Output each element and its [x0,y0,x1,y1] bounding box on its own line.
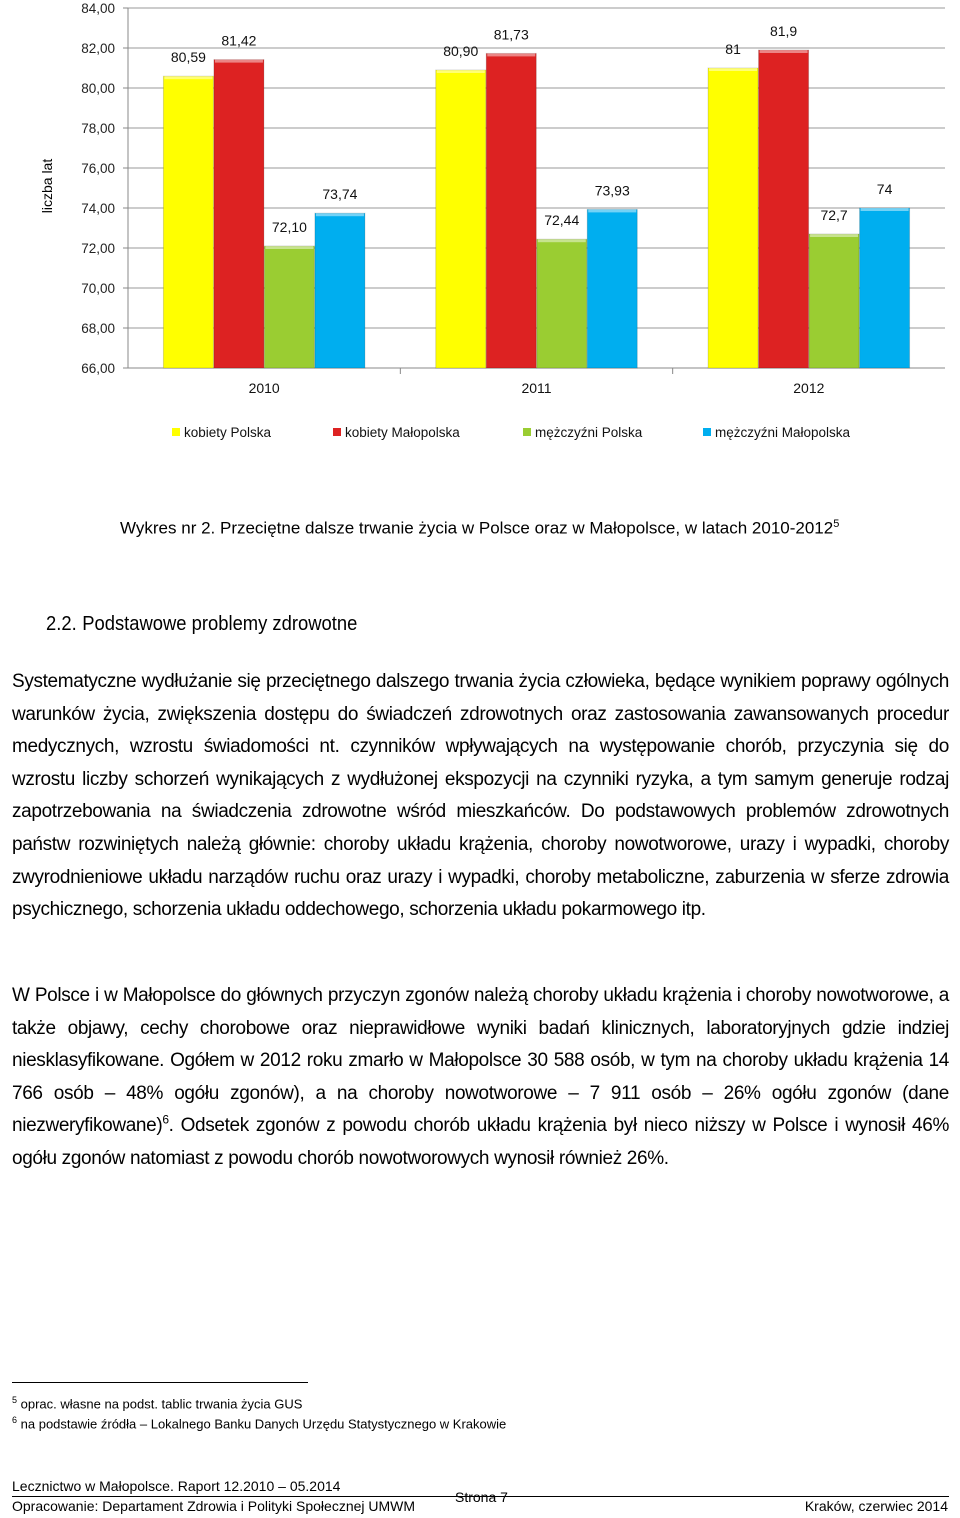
section-number: 2.2. [46,613,77,635]
section-heading [46,613,357,636]
y-tick-label: 76,00 [81,161,115,176]
data-label: 74 [876,181,893,197]
x-tick-label: 2012 [793,380,825,396]
legend-swatch [703,428,711,436]
chart-bars [163,50,909,368]
bar [486,53,536,368]
bar-highlight [810,234,858,237]
y-tick-label: 78,00 [81,121,115,136]
bar [264,246,314,368]
bar-highlight [709,68,757,71]
data-label: 73,93 [594,182,630,199]
bar [708,68,758,368]
y-axis-label: liczba lat [39,158,55,214]
bar [436,70,486,368]
y-tick-label: 82,00 [81,41,115,56]
bar [860,208,910,368]
bar-highlight [538,239,586,242]
data-label: 81,9 [769,23,798,39]
paragraph-2-text-b: . Odsetek zgonów z powodu chorób układu krążenia był nieco niższy w Polsce i wynosił 46% ogółu zgonów natomiast z powodu chorób nowotworowych wynosił również 26%. [12,1115,949,1169]
footer-authors: Opracowanie: Departament Zdrowia i Polityki Społecznej UMWM [12,1498,416,1514]
legend-swatch [523,428,531,436]
paragraph-2-footnote-ref: 6 [162,1113,169,1128]
footer-report-title: Lecznictwo w Małopolsce. Raport 12.2010 – 05.2014 [12,1478,341,1494]
y-tick-label: 70,00 [81,281,115,296]
bar-highlight [316,213,364,216]
footnote-text: oprac. własne na podst. tablic trwania życia GUS [20,1396,303,1412]
y-tick-label: 72,00 [81,241,115,256]
bar [537,239,587,368]
legend-label: mężczyźni Polska [535,425,643,440]
bar-highlight [215,60,263,63]
footnote-number: 5 [12,1395,18,1405]
legend-swatch [172,428,180,436]
data-label: 81 [725,41,741,57]
legend-label: mężczyźni Małopolska [715,425,851,440]
footnote-text: na podstawie źródła – Lokalnego Banku Danych Urzędu Statystycznego w Krakowie [20,1416,507,1432]
legend-swatch [333,428,341,436]
footnote-6 [12,1415,506,1431]
bar [759,50,809,368]
footnote-separator [12,1382,308,1383]
x-tick-label: 2011 [521,380,552,396]
data-label: 72,10 [271,219,307,235]
footnote-number: 6 [12,1415,18,1425]
data-label: 72,7 [820,207,848,223]
bar-highlight [164,76,212,79]
footnote-5 [12,1395,302,1411]
footer-place-date: Kraków, czerwiec 2014 [804,1498,948,1514]
x-axis-ticks [249,368,825,396]
data-label: 72,44 [544,212,580,229]
bar-highlight [861,208,909,211]
paragraph-2-text-a: W Polsce i w Małopolsce do głównych przyczyn zgonów należą choroby układu krążenia i choroby nowotworowe, a także objawy, cechy chorobowe oraz nieprawidłowe wyniki badań klinicznych, laboratoryjnych gdzie indziej niesklasyfikowane. Ogółem w 2012 roku zmarło w Małopolsce 30 588 osób, w tym na choroby układu krążenia 14 766 osób – 48% ogółu zgonów), a na choroby nowotworowe – 7 911 osób – 26% ogółu zgonów (dane niezweryfikowane) [12,985,949,1137]
x-tick-label: 2010 [248,380,280,396]
bar-highlight [760,50,808,53]
data-label: 81,42 [221,32,257,49]
y-tick-label: 84,00 [81,1,115,16]
paragraph-1: Systematyczne wydłużanie się przeciętnego dalszego trwania życia człowieka, będące wynikiem poprawy ogólnych warunków życia, zwiększenia dostępu do świadczeń zdrowotnych oraz zastosowania zawansowanych procedur medycznych, wzrostu świadomości nt. czynników wpływających na występowanie chorób, przyczynia się do wzrostu liczby schorzeń wynikających z wydłużonej ekspozycji na czynniki ryzyka, a tym samym generuje rodzaj zapotrzebowania na świadczenia zdrowotne wśród mieszkańców. Do podstawowych problemów zdrowotnych państw rozwiniętych należą głównie: choroby układu krążenia, choroby nowotworowe, urazy i wypadki, choroby zwyrodnieniowe układu narządów ruchu oraz urazy i wypadki, choroby metaboliczne, zaburzenia w sferze zdrowia psychicznego, schorzenia układu oddechowego, schorzenia układu pokarmowego itp. [12,671,949,921]
data-label: 80,90 [443,43,479,59]
life-expectancy-chart [0,0,960,460]
bar [315,213,365,368]
paragraph-2 [12,980,949,1176]
y-tick-label: 68,00 [81,321,115,336]
chart-caption [120,518,839,539]
bar [214,60,264,368]
caption-footnote-ref: 5 [833,518,840,530]
legend-label: kobiety Polska [184,425,272,440]
data-label: 80,59 [170,49,206,66]
bar-highlight [265,246,313,249]
bar [587,209,637,368]
data-label: 81,73 [493,26,529,43]
chart-legend [172,425,851,440]
bar [809,234,859,368]
y-tick-label: 74,00 [81,201,115,216]
bar [163,76,213,368]
footer-page-number: Strona 7 [455,1489,508,1505]
bar-highlight [588,209,636,212]
data-label: 73,74 [322,186,358,203]
caption-text: Wykres nr 2. Przeciętne dalsze trwanie życia w Polsce oraz w Małopolsce, w latach 2010-2012 [120,518,834,538]
y-tick-label: 80,00 [81,81,115,96]
y-tick-label: 66,00 [81,361,115,376]
bar-highlight [487,53,535,56]
section-title: Podstawowe problemy zdrowotne [82,613,358,635]
bar-highlight [437,70,485,73]
legend-label: kobiety Małopolska [345,425,460,440]
